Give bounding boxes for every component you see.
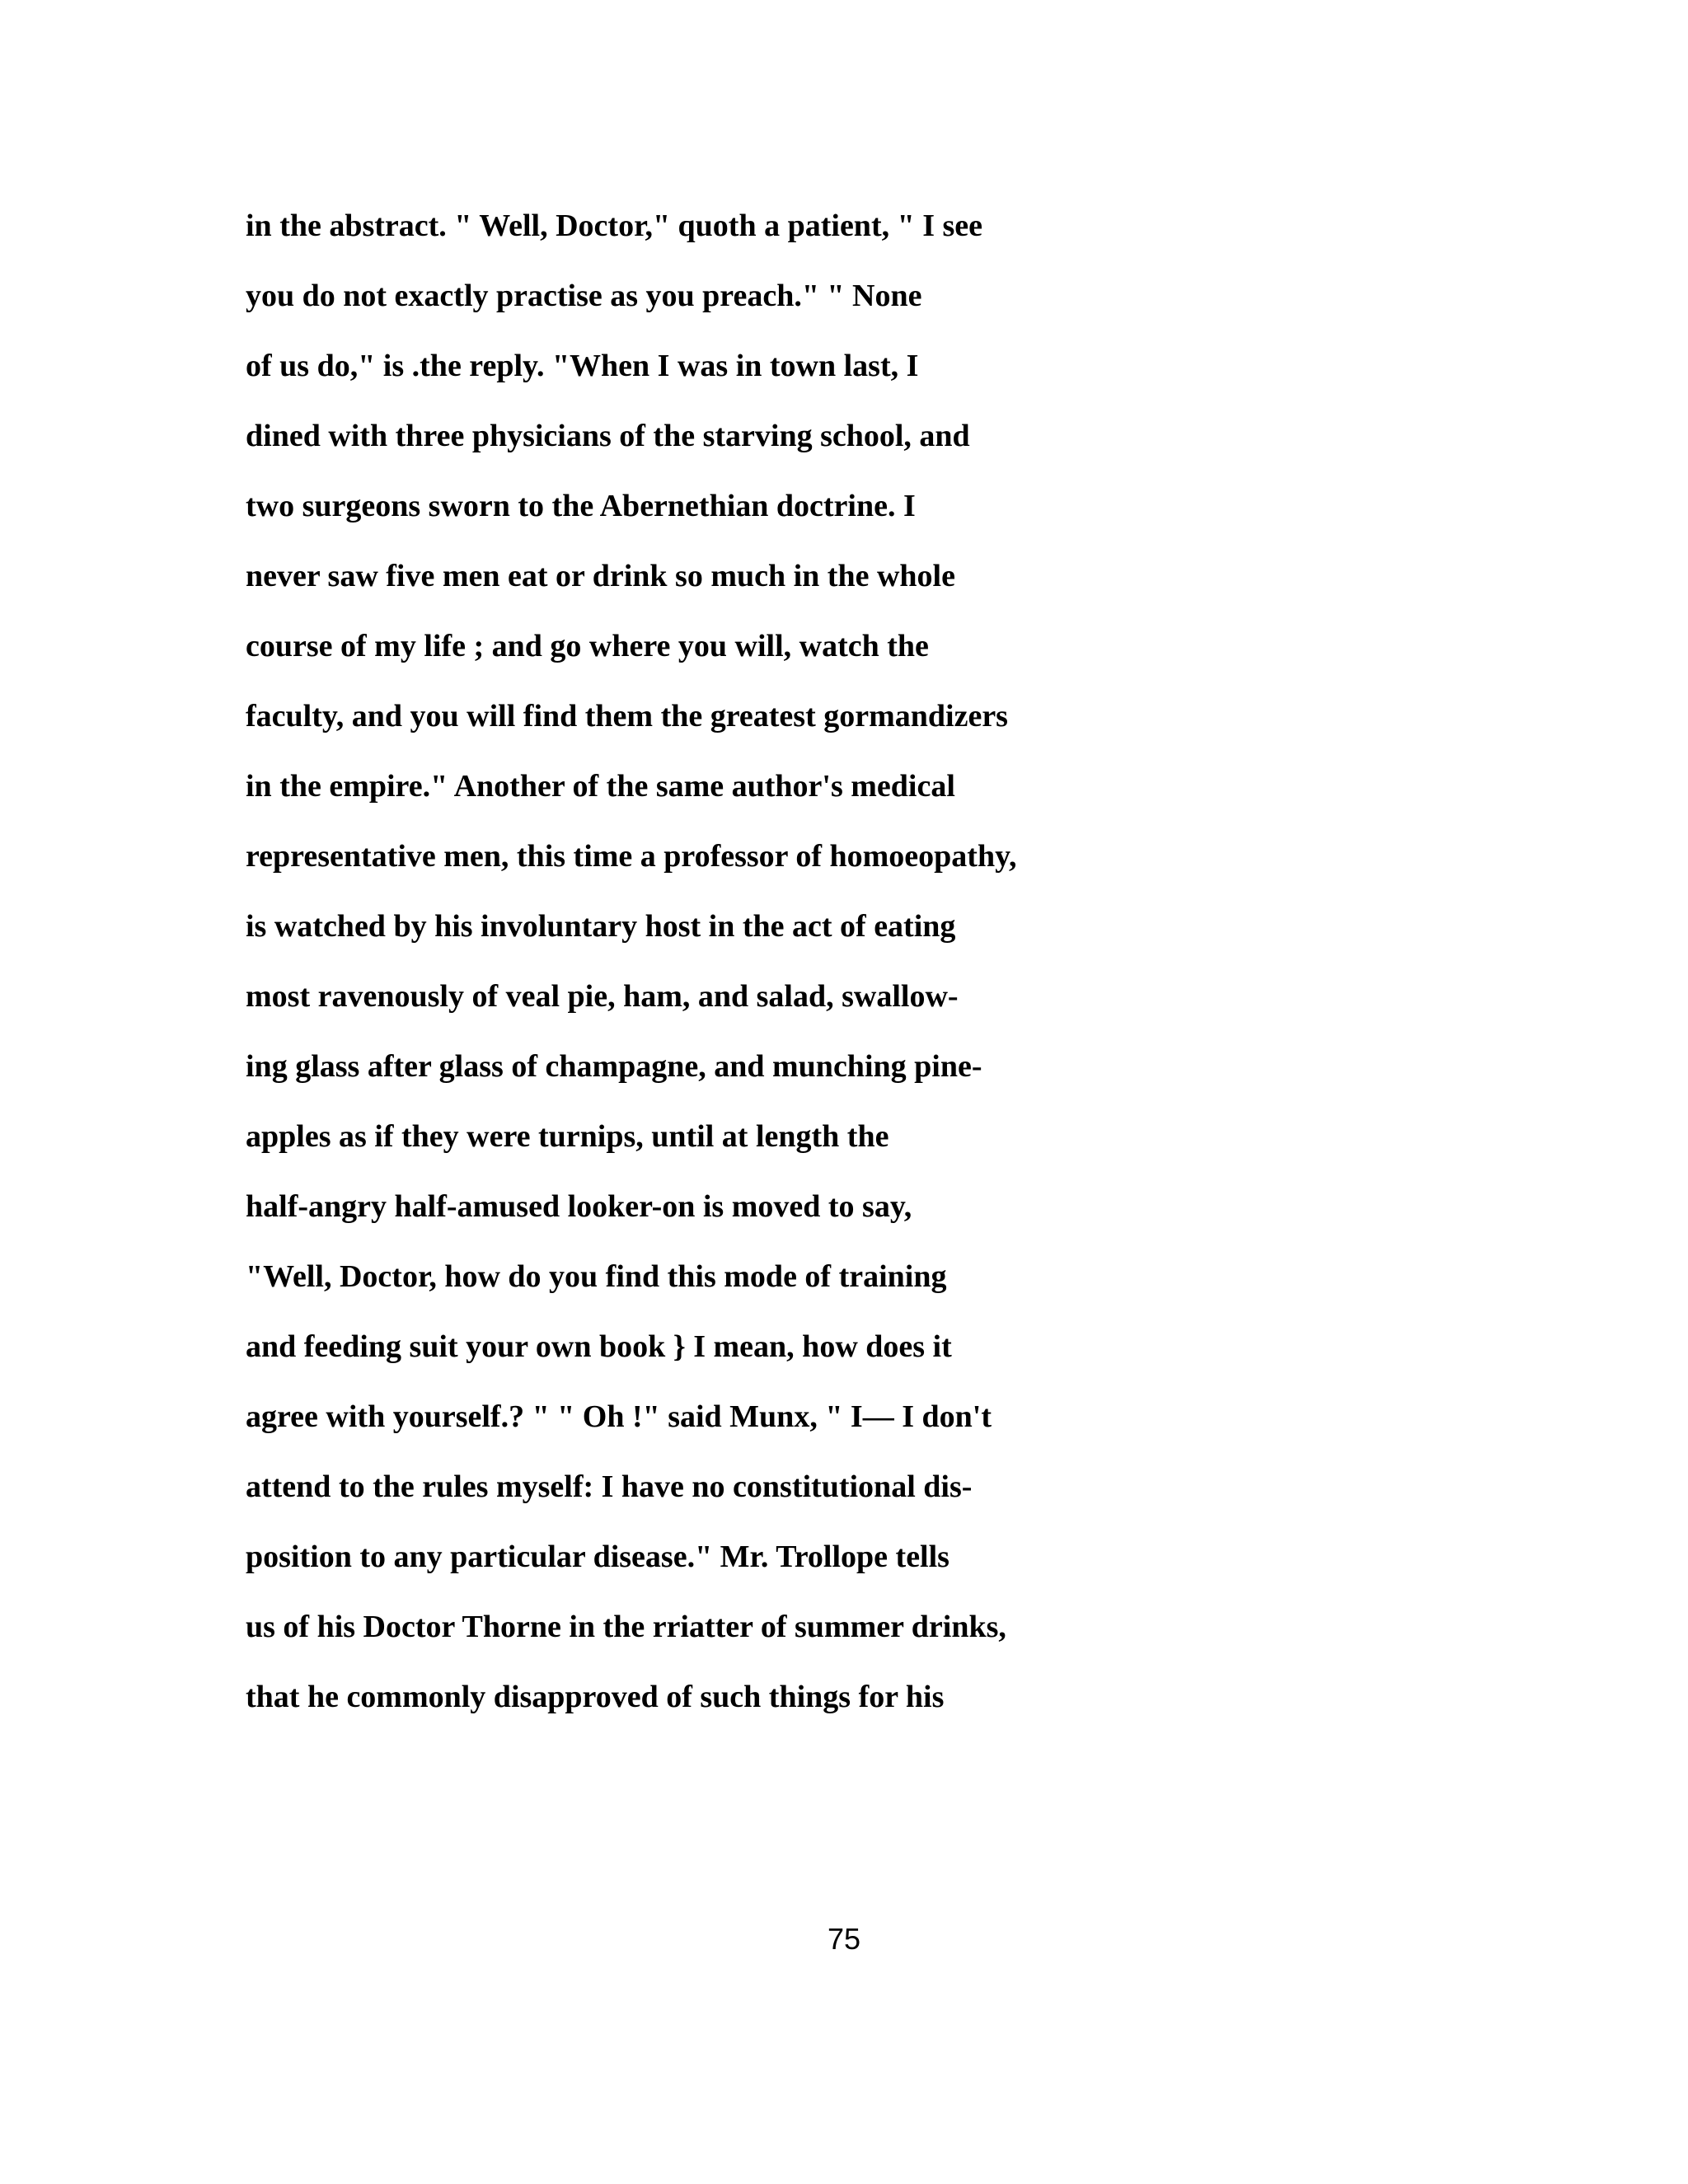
text-line: two surgeons sworn to the Abernethian doctrine. I [246, 489, 916, 523]
text-line: course of my life ; and go where you will, watch the [246, 629, 929, 663]
text-line: in the empire." Another of the same author's medical [246, 769, 955, 804]
text-line: in the abstract. " Well, Doctor," quoth a patient, " I see [246, 209, 983, 243]
text-line: never saw five men eat or drink so much in the whole [246, 559, 955, 593]
text-line: is watched by his involuntary host in the act of eating [246, 909, 956, 944]
text-line: apples as if they were turnips, until at length the [246, 1119, 889, 1154]
text-line: dined with three physicians of the starving school, and [246, 419, 970, 453]
text-line: faculty, and you will find them the greatest gormandizers [246, 699, 1008, 733]
text-line: most ravenously of veal pie, ham, and salad, swallow- [246, 979, 959, 1014]
text-line: agree with yourself.? " " Oh !" said Munx, " I— I don't [246, 1399, 992, 1434]
text-line: "Well, Doctor, how do you find this mode of training [246, 1259, 947, 1294]
text-line: us of his Doctor Thorne in the rriatter of summer drinks, [246, 1610, 1006, 1644]
text-line: position to any particular disease." Mr. Trollope tells [246, 1540, 950, 1574]
text-line: representative men, this time a professor of homoeopathy, [246, 839, 1017, 874]
text-line: attend to the rules myself: I have no constitutional dis- [246, 1469, 973, 1504]
text-line: that he commonly disapproved of such things for his [246, 1680, 945, 1714]
page-number: 75 [827, 1922, 861, 1956]
text-line: ing glass after glass of champagne, and munching pine- [246, 1049, 982, 1084]
text-line: of us do," is .the reply. "When I was in town last, I [246, 349, 919, 383]
body-text [246, 191, 1482, 1732]
text-line: and feeding suit your own book } I mean, how does it [246, 1329, 952, 1364]
text-line: you do not exactly practise as you preach." " None [246, 279, 922, 313]
text-line: half-angry half-amused looker-on is moved to say, [246, 1189, 912, 1224]
